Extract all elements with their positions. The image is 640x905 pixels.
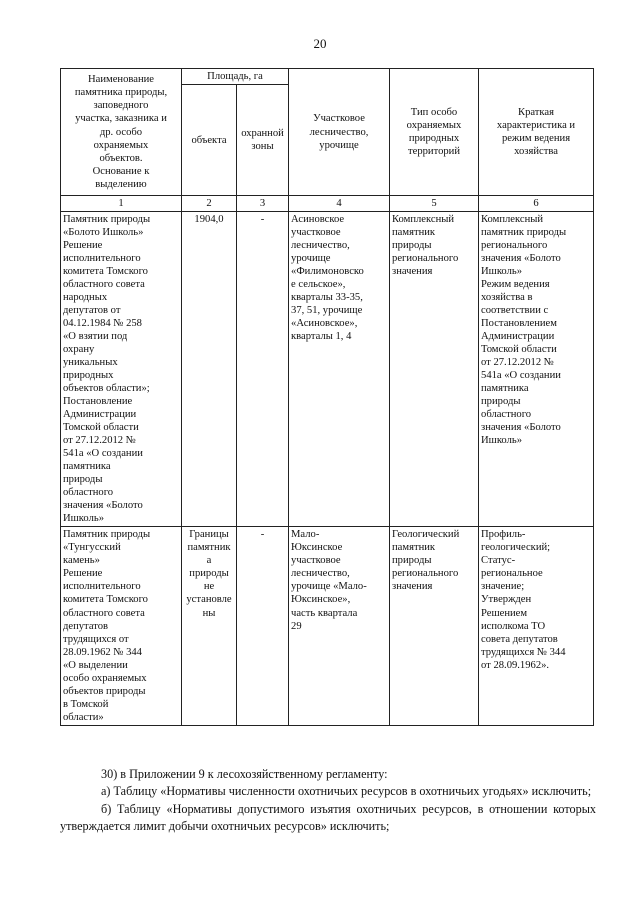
header-name: Наименование памятника природы, заповедного участка, заказника и др. особо охраняемых объектов. Основание к выделению — [61, 69, 182, 196]
protected-areas-table — [60, 68, 594, 726]
column-number: 1 — [61, 196, 182, 212]
header-description: Краткая характеристика и режим ведения хозяйства — [479, 69, 594, 196]
page-number: 20 — [313, 36, 327, 51]
body-text — [60, 766, 596, 836]
header-area-object: объекта — [182, 85, 237, 196]
column-number: 5 — [390, 196, 479, 212]
cell-area-protected: - — [237, 527, 289, 725]
header-type: Тип особо охраняемых природных территорий — [390, 69, 479, 196]
table-header-row — [61, 69, 594, 85]
column-number: 2 — [182, 196, 237, 212]
cell-type: Геологический памятник природы регионального значения — [390, 527, 479, 725]
column-numbers-row — [61, 196, 594, 212]
cell-area-protected: - — [237, 212, 289, 527]
cell-forestry: Мало- Юксинское участковое лесничество, урочище «Мало- Юксинское», часть квартала 29 — [289, 527, 390, 725]
header-area: Площадь, га — [182, 69, 289, 85]
paragraph: а) Таблицу «Нормативы численности охотничьих ресурсов в охотничьих угодьях» исключить; — [101, 784, 592, 799]
table-row — [61, 212, 594, 527]
table-row — [61, 527, 594, 725]
cell-name: Памятник природы «Болото Ишколь» Решение исполнительного комитета Томского областного совета народных депутатов от 04.12.1984 № 258 «О взятии под охрану уникальных природных объектов области»; Постановление Администрации Томской области от 27.12.2012 № 541а «О создании памятника природы областного значения «Болото Ишколь» — [61, 212, 182, 527]
cell-description: Комплексный памятник природы регионального значения «Болото Ишколь» Режим ведения хозяйства в соответствии с Постановлением Администрации Томской области от 27.12.2012 № 541а «О создании памятника природы областного значения «Болото Ишколь» — [479, 212, 594, 527]
cell-area-object: Границы памятник а природы не установле ны — [182, 527, 237, 725]
cell-type: Комплексный памятник природы регионального значения — [390, 212, 479, 527]
cell-area-object: 1904,0 — [182, 212, 237, 527]
column-number: 3 — [237, 196, 289, 212]
cell-forestry: Асиновское участковое лесничество, урочище «Филимоновско е сельское», кварталы 33-35, 37, 51, урочище «Асиновское», кварталы 1, 4 — [289, 212, 390, 527]
cell-name: Памятник природы «Тунгусский камень» Решение исполнительного комитета Томского областного совета депутатов трудящихся от 28.09.1962 № 344 «О выделении особо охраняемых объектов природы в Томской области» — [61, 527, 182, 725]
paragraph: 30) в Приложении 9 к лесохозяйственному регламенту: — [101, 767, 388, 781]
header-forestry: Участковое лесничество, урочище — [289, 69, 390, 196]
paragraph: б) Таблицу «Нормативы допустимого изъятия охотничьих ресурсов, в отношении которых утверждается лимит добычи охотничьих ресурсов» исключить; — [60, 801, 596, 834]
column-number: 6 — [479, 196, 594, 212]
header-area-protected: охранной зоны — [237, 85, 289, 196]
cell-description: Профиль- геологический; Статус- региональное значение; Утвержден Решением исполкома ТО совета депутатов трудящихся № 344 от 28.09.1962». — [479, 527, 594, 725]
column-number: 4 — [289, 196, 390, 212]
